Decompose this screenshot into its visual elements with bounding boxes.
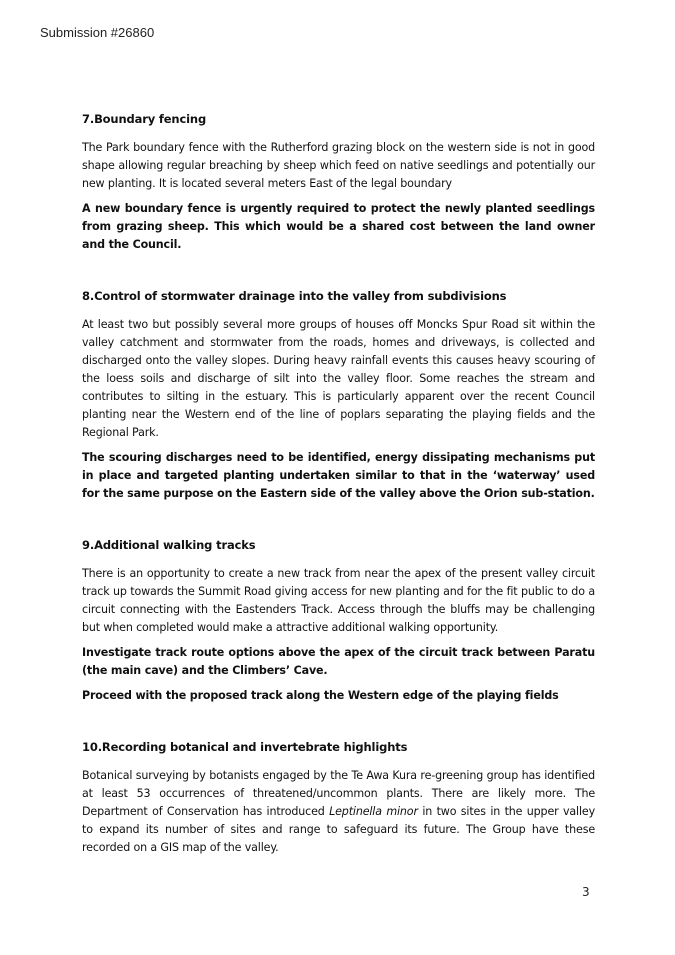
section-heading: 7.Boundary fencing <box>82 112 207 126</box>
section-heading: 9.Additional walking tracks <box>82 538 256 552</box>
section-boundary-fencing <box>82 110 595 254</box>
section-botanical-highlights <box>82 738 595 857</box>
section-paragraph <box>82 767 595 857</box>
section-walking-tracks <box>82 536 595 705</box>
section-paragraph: There is an opportunity to create a new track from near the apex of the present valley circuit track up towards the Summit Road giving access for new planting and for the fit public to do a circuit connecting with the Eastenders Track. Access through the bluffs may be challenging but when completed would make a attractive additional walking opportunity. <box>82 567 595 634</box>
page-number: 3 <box>582 885 590 899</box>
section-paragraph: At least two but possibly several more groups of houses off Moncks Spur Road sit within the valley catchment and stormwater from the roads, homes and driveways, is collected and discharged onto the valley slopes. During heavy rainfall events this causes heavy scouring of the loess soils and discharge of silt into the valley floor. Some reaches the stream and contributes to silting in the estuary. This is particularly apparent over the recent Council planting near the Western end of the line of poplars separating the playing fields and the Regional Park. <box>82 318 595 439</box>
section-paragraph: The Park boundary fence with the Rutherford grazing block on the western side is not in good shape allowing regular breaching by sheep which feed on native seedlings and potentially our new planting. It is located several meters East of the legal boundary <box>82 141 595 190</box>
paragraph-text: Botanical surveying by botanists engaged by the Te Awa Kura re-greening group has identified at least 53 occurrences of threatened/uncommon plants. There are likely more. The Department of Conservation has introduced <box>82 769 595 818</box>
section-heading: 10.Recording botanical and invertebrate highlights <box>82 740 408 754</box>
species-name: Leptinella minor <box>329 805 418 818</box>
section-stormwater-drainage <box>82 287 595 503</box>
paragraph-text: in two sites in the upper valley to expand its number of sites and range to safeguard its future. The Group have these recorded on a GIS map of the valley. <box>82 805 596 854</box>
section-heading: 8.Control of stormwater drainage into the valley from subdivisions <box>82 289 507 303</box>
section-recommendation: Proceed with the proposed track along the Western edge of the playing fields <box>82 689 559 702</box>
section-recommendation: The scouring discharges need to be identified, energy dissipating mechanisms put in place and targeted planting undertaken similar to that in the ‘waterway’ used for the same purpose on the Eastern side of the valley above the Orion sub-station. <box>82 451 595 500</box>
section-recommendation: Investigate track route options above the apex of the circuit track between Paratu (the main cave) and the Climbers’ Cave. <box>82 646 595 677</box>
section-recommendation: A new boundary fence is urgently required to protect the newly planted seedlings from grazing sheep. This which would be a shared cost between the land owner and the Council. <box>82 202 595 251</box>
submission-header: Submission #26860 <box>40 25 155 40</box>
document-body <box>82 110 595 890</box>
